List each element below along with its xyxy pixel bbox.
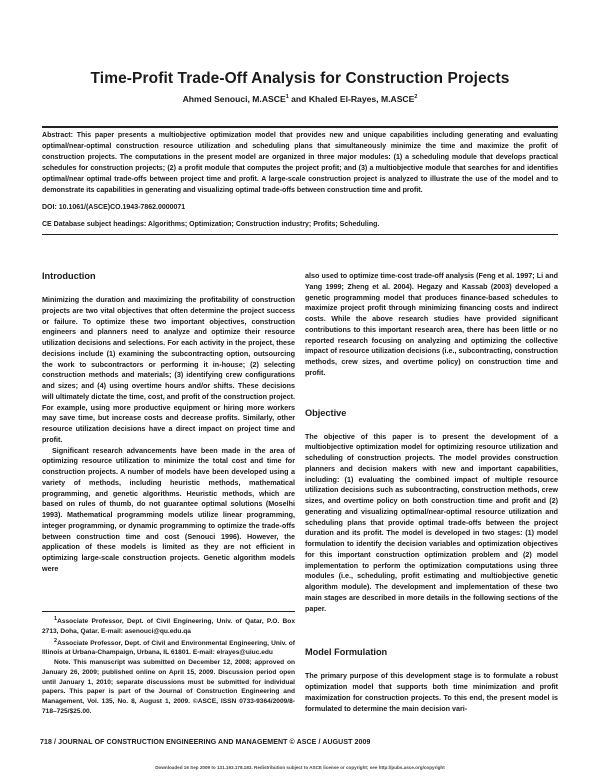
abstract-top-rule bbox=[42, 126, 558, 128]
subject-headings: CE Database subject headings: Algorithms; Optimization; Construction industry; Profits; Scheduling. bbox=[42, 221, 380, 229]
author-line bbox=[0, 94, 600, 104]
author-1: Ahmed Senouci, M.ASCE bbox=[182, 94, 286, 104]
intro-continued-paragraph: also used to optimize time-cost trade-off analysis (Feng et al. 1997; Li and Yang 1999; Zheng et al. 2004). Hegazy and Kassab (2003) developed a genetic programming model that produces finance-based schedules to maximize project profit through minimizing financing costs and indirect costs. While the above research studies have provided significant contributions to this important research area, there has been little or no reported research focusing on analyzing and optimizing the collective impact of resource utilization decisions (i.e., subcontracting, construction methods, crew sizes, and overtime policy) on construction time and profit. bbox=[305, 271, 558, 377]
download-notice: Downloaded 16 Sep 2009 to 131.193.178.183. Redistribution subject to ASCE license or copyright; see http://pubs.asce.org/copyright bbox=[155, 765, 445, 770]
left-column bbox=[42, 270, 295, 575]
abstract-box bbox=[42, 126, 558, 235]
intro-paragraph-2: Significant research advancements have been made in the area of optimizing resource utilization to minimize the total cost and time for construction projects. A number of models have been developed using a variety of methods, including heuristic methods, mathematical programming, and genetic algorithms. Heuristic methods, which are based on rules of thumb, do not guarantee optimal solutions (Moselhi 1993). Mathematical programming models utilize linear programming, integer programming, or dynamic programming to optimize the trade-offs between construction time and cost (Senouci 1996). However, the application of these models is limited as they are not efficient in optimizing large-scale construction projects. Genetic algorithm models were bbox=[42, 445, 295, 573]
heading-objective: Objective bbox=[305, 407, 347, 418]
footnote-note: Note. This manuscript was submitted on December 12, 2008; approved on January 26, 2009; published online on April 15, 2009. Discussion period open until January 1, 2010; separate discussions must be submitted for individual papers. This paper is part of the Journal of Construction Engineering and Management, Vol. 135, No. 8, August 1, 2009. ©ASCE, ISSN 0733-9364/2009/8-718–725/$25.00. bbox=[42, 659, 295, 715]
author-joiner: and bbox=[288, 94, 309, 104]
journal-footer: 718 / JOURNAL OF CONSTRUCTION ENGINEERING AND MANAGEMENT © ASCE / AUGUST 2009 bbox=[40, 739, 371, 746]
abstract-bottom-rule bbox=[42, 234, 558, 235]
abstract-label: Abstract: bbox=[42, 132, 73, 139]
author-1-mark: 1 bbox=[285, 94, 289, 101]
paper-title: Time-Profit Trade-Off Analysis for Construction Projects bbox=[90, 70, 510, 87]
footnotes bbox=[42, 611, 295, 716]
doi[interactable]: DOI: 10.1061/(ASCE)CO.1943-7862.0000071 bbox=[42, 204, 186, 212]
author-2-mark: 2 bbox=[414, 94, 418, 101]
model-formulation-paragraph: The primary purpose of this development stage is to formulate a robust optimization model that supports both time minimization and profit maximization for construction projects. To this end, the present model is formulated to determine the main decision vari- bbox=[305, 671, 558, 713]
objective-paragraph: The objective of this paper is to present the development of a multiobjective optimization model for optimizing resource utilization and scheduling of construction projects. The model provides construction planners and decision makers with new and important capabilities, including: (1) evaluating the combined impact of multiple resource utilization decisions such as subcontracting, construction methods, crew sizes, and overtime policy on both construction time and profit and (2) generating and visualizing optimal/near-optimal resource utilization and scheduling plans that provide optimal trade-offs between the project duration and its profit. The model is developed in two stages: (1) model formulation to identify the decision variables and optimization objectives for this important construction optimization problem and (2) model implementation to perform the optimization computations using three modules (i.e., scheduling, profit estimating and multiobjective genetic algorithm module). The development and implementation of these two main stages are described in more details in the following sections of the paper. bbox=[305, 431, 558, 613]
footnote-2: $^2$Associate Professor, Dept. of Civil and Environmental Engineering, Univ. of Illinois at Urbana-Champaign, Urbana, IL 61801. E-mail: elrayes@uiuc.edu bbox=[42, 637, 295, 657]
footnote-1: $^1$Associate Professor, Dept. of Civil Engineering, Univ. of Qatar, P.O. Box 2713, Doha, Qatar. E-mail: asenouci@qu.edu.qa bbox=[42, 616, 295, 635]
abstract bbox=[42, 131, 558, 196]
heading-model-formulation: Model Formulation bbox=[305, 647, 388, 658]
heading-introduction: Introduction bbox=[42, 271, 96, 281]
footnote-separator bbox=[42, 611, 295, 612]
right-column bbox=[305, 271, 558, 714]
abstract-text: This paper presents a multiobjective optimization model that provides new and unique capabilities including generating and evaluating optimal/near-optimal construction resource utilization and scheduling plans that simultaneously minimize the time and maximize the profit of construction projects. The computations in the present model are organized in three major modules: (1) a scheduling module that develops practical schedules for construction projects; (2) a profit module that computes the project profit; and (3) a multiobjective module that searches for and identifies optimal/near optimal trade-offs between project time and profit. A large-scale construction project is analyzed to illustrate the use of the model and to demonstrate its capabilities in generating and visualizing optimal trade-offs between construction time and profit. bbox=[42, 132, 558, 194]
author-2: Khaled El-Rayes, M.ASCE bbox=[308, 94, 415, 104]
intro-paragraph-1: Minimizing the duration and maximizing the profitability of construction projects are two vital objectives that often determine the project success or failure. To optimize these two important objectives, construction engineers and planners need to analyze and optimize their resource utilization decisions and selections. For each activity in the project, these decisions include (1) examining the subcontracting option, outsourcing the work to subcontractors or performing it in-house; (2) selecting construction methods and materials; (3) identifying crew configurations and sizes; and (4) using overtime hours and/or shifts. These decisions will ultimately dictate the time, cost, and profit of the construction project. For example, using more productive equipment or hiring more workers may save time, but increase costs and decrease profits. Similarly, other resource utilization decisions have a direct impact on project time and profit. bbox=[42, 295, 295, 444]
